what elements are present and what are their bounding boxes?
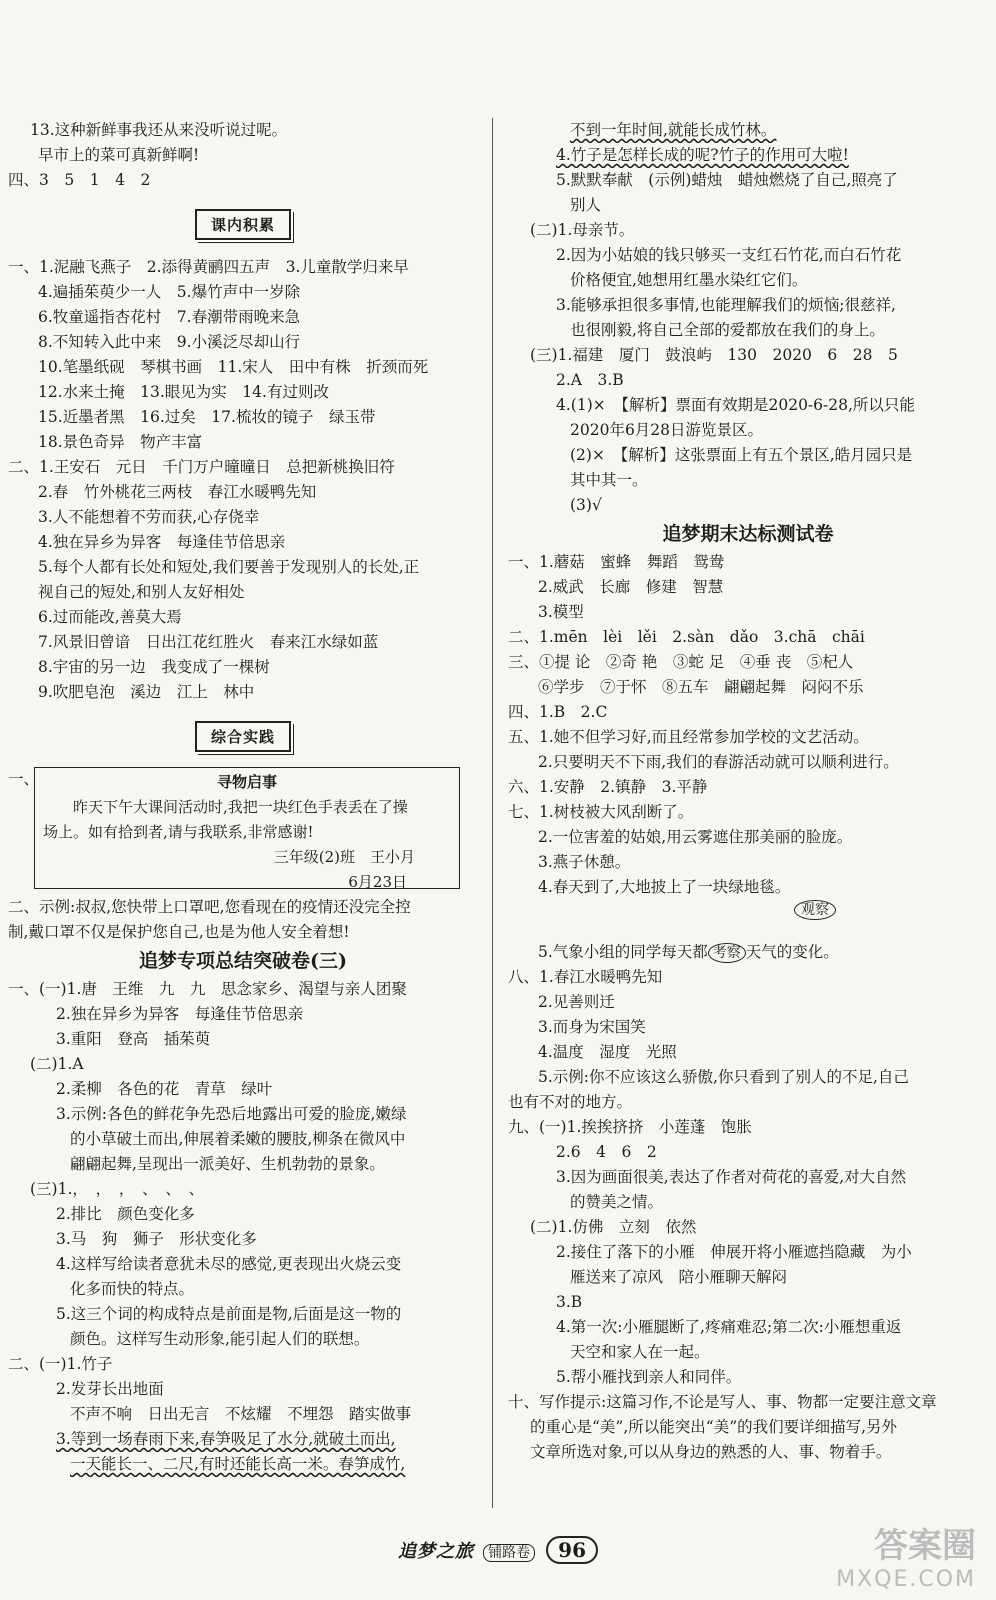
answer-line xyxy=(8,895,478,920)
answer-text: 一、1.泥融飞燕子 2.添得黄鹂四五声 3.儿童散学归来早 xyxy=(8,258,409,276)
page-number: 96 xyxy=(546,1536,598,1564)
answer-text: 十、写作提示:这篇习作,不论是写人、事、物都一定要注意文章 xyxy=(508,1393,937,1411)
correction-annotation xyxy=(508,900,988,940)
answer-text: 9.吹肥皂泡 溪边 江上 林中 xyxy=(38,683,255,701)
answer-line xyxy=(8,1402,478,1427)
answer-text: (二)1.母亲节。 xyxy=(530,221,635,239)
brand-logo: 追梦之旅 xyxy=(397,1541,474,1562)
answer-text: 3.人不能想着不劳而获,心存侥幸 xyxy=(38,508,260,526)
correction-label: 观察 xyxy=(794,900,836,920)
answer-line xyxy=(508,493,988,518)
answer-text: 七、1.树枝被大风刮断了。 xyxy=(508,803,694,821)
answer-text: 六、1.安静 2.镇静 3.平静 xyxy=(508,778,708,796)
answer-line xyxy=(508,243,988,268)
answer-text: 制,戴口罩不仅是保护您自己,也是为他人安全着想! xyxy=(8,923,350,941)
answer-line xyxy=(8,1052,478,1077)
watermark-text: 答案圈 xyxy=(874,1526,976,1566)
answer-line xyxy=(508,1440,988,1465)
answer-line xyxy=(8,1127,478,1152)
answer-line xyxy=(8,1102,478,1127)
answer-text: 2.威武 长廊 修建 智慧 xyxy=(538,578,724,596)
answer-line xyxy=(8,1427,478,1452)
answer-line xyxy=(8,1227,478,1252)
answer-line xyxy=(508,1190,988,1215)
answer-line xyxy=(8,118,478,143)
answer-text: 不声不响 日出无言 不炫耀 不埋怨 踏实做事 xyxy=(70,1405,412,1423)
answer-line xyxy=(508,990,988,1015)
answer-line xyxy=(8,255,478,280)
answer-text: 二、(一)1.竹子 xyxy=(8,1355,113,1373)
answer-text: 12.水来土掩 13.眼见为实 14.有过则改 xyxy=(38,383,329,401)
answer-text: 2.见善则迁 xyxy=(538,993,615,1011)
section-title: 课内积累 xyxy=(195,209,291,240)
notice-body: 场上。如有拾到者,请与我联系,非常感谢! xyxy=(43,823,314,841)
answer-text: 其中其一。 xyxy=(570,471,648,489)
answer-text: 一、1.蘑菇 蜜蜂 舞蹈 鸳鸯 xyxy=(508,553,725,571)
answer-text: 一天能长一、二尺,有时还能长高一米。春笋成竹, xyxy=(70,1455,406,1473)
answer-line xyxy=(8,920,478,945)
answer-line xyxy=(508,1115,988,1140)
answer-line xyxy=(8,1177,478,1202)
answer-line xyxy=(8,1152,478,1177)
answer-line xyxy=(8,655,478,680)
answer-line xyxy=(508,468,988,493)
answer-line xyxy=(508,1365,988,1390)
answer-line xyxy=(508,1290,988,1315)
answer-line xyxy=(508,118,988,143)
section-title-box xyxy=(8,705,478,767)
answer-text: 天气的变化。 xyxy=(745,943,839,961)
answer-line xyxy=(8,605,478,630)
answer-line xyxy=(8,1077,478,1102)
answer-line xyxy=(508,1340,988,1365)
notice-date: 6月23日 xyxy=(348,873,407,891)
answer-line xyxy=(508,1240,988,1265)
answer-text: 2.春 竹外桃花三两枝 春江水暖鸭先知 xyxy=(38,483,317,501)
answer-line xyxy=(508,1265,988,1290)
section-title-box xyxy=(8,193,478,255)
watermark xyxy=(836,1518,976,1592)
answer-text: (三)1.福建 厦门 鼓浪屿 130 2020 6 28 5 xyxy=(530,346,898,364)
answer-text: 视自己的短处,和别人友好相处 xyxy=(38,583,245,601)
answer-line xyxy=(508,725,988,750)
answer-line xyxy=(8,1277,478,1302)
right-column xyxy=(508,118,988,1465)
answer-line xyxy=(508,1165,988,1190)
answer-text: (三)1.， ， ， 、 、 、 xyxy=(30,1180,205,1198)
answer-line xyxy=(508,1415,988,1440)
notice-title: 寻物启事 xyxy=(216,773,277,791)
answer-line xyxy=(508,343,988,368)
answer-line xyxy=(508,965,988,990)
column-divider xyxy=(492,118,493,1508)
answer-text: 2.6 4 6 2 xyxy=(556,1143,657,1161)
answer-line xyxy=(508,875,988,900)
answer-line xyxy=(8,1452,478,1477)
answer-text: 18.景色奇异 物产丰富 xyxy=(38,433,203,451)
answer-line xyxy=(508,800,988,825)
answer-text: 早市上的菜可真新鲜啊! xyxy=(38,146,200,164)
answer-text: 3.马 狗 狮子 形状变化多 xyxy=(56,1230,257,1248)
answer-line xyxy=(508,368,988,393)
answer-text: 文章所选对象,可以从身边的熟悉的人、事、物着手。 xyxy=(530,1443,892,1461)
answer-line xyxy=(508,1140,988,1165)
lost-notice xyxy=(8,767,478,895)
answer-text: 6.过而能改,善莫大焉 xyxy=(38,608,182,626)
answer-line xyxy=(508,168,988,193)
exam-title: 追梦专项总结突破卷(三) xyxy=(139,950,347,972)
answer-line xyxy=(508,1090,988,1115)
answer-text: 2.发芽长出地面 xyxy=(56,1380,164,1398)
brand-sub: 铺路卷 xyxy=(483,1544,535,1562)
answer-line xyxy=(8,1302,478,1327)
notice-number: 一、 xyxy=(8,770,40,788)
answer-line xyxy=(508,143,988,168)
answer-text: 颜色。这样写生动形象,能引起人们的联想。 xyxy=(70,1330,370,1348)
answer-text: 7.风景旧曾谙 日出江花红胜火 春来江水绿如蓝 xyxy=(38,633,379,651)
answer-text: 3.B xyxy=(556,1293,583,1311)
answer-line xyxy=(8,505,478,530)
answer-line xyxy=(8,1352,478,1377)
answer-line xyxy=(8,355,478,380)
answer-text: 的重心是“美”,所以能突出“美”的我们要详细描写,另外 xyxy=(530,1418,898,1436)
answer-text: 6.牧童遥指杏花村 7.春潮带雨晚来急 xyxy=(38,308,301,326)
watermark-url: MXQE.COM xyxy=(836,1567,976,1592)
answer-line xyxy=(508,575,988,600)
answer-line xyxy=(508,193,988,218)
answer-text: 二、示例:叔叔,您快带上口罩吧,您看现在的疫情还没完全控 xyxy=(8,898,411,916)
answer-line xyxy=(8,430,478,455)
answer-text: 5.每个人都有长处和短处,我们要善于发现别人的长处,正 xyxy=(38,558,420,576)
answer-text: 13.这种新鲜事我还从来没听说过呢。 xyxy=(30,121,288,139)
answer-text: 三、①提 论 ②奇 艳 ③蛇 足 ④垂 丧 ⑤杞人 xyxy=(508,653,854,671)
answer-text: 九、(一)1.挨挨挤挤 小莲蓬 饱胀 xyxy=(508,1118,752,1136)
answer-line xyxy=(508,550,988,575)
answer-line xyxy=(508,775,988,800)
notice-body: 昨天下午大课间活动时,我把一块红色手表丢在了操 xyxy=(43,798,408,816)
answer-line xyxy=(508,675,988,700)
answer-text: 3.因为画面很美,表达了作者对荷花的喜爱,对大自然 xyxy=(556,1168,907,1186)
answer-text: 3.等到一场春雨下来,春笋吸足了水分,就破土而出, xyxy=(56,1430,396,1448)
answer-text: 4.这样写给读者意犹未尽的感觉,更表现出火烧云变 xyxy=(56,1255,402,1273)
answer-text: 4.(1)× 【解析】票面有效期是2020-6-28,所以只能 xyxy=(556,396,915,414)
answer-line xyxy=(8,1252,478,1277)
answer-line xyxy=(508,600,988,625)
answer-text: 的小草破土而出,伸展着柔嫩的腰肢,柳条在微风中 xyxy=(70,1130,406,1148)
answer-text: 八、1.春江水暖鸭先知 xyxy=(508,968,663,986)
answer-text: 二、1.王安石 元日 千门万户曈曈日 总把新桃换旧符 xyxy=(8,458,395,476)
answer-line xyxy=(8,1202,478,1227)
answer-line xyxy=(508,1015,988,1040)
answer-line xyxy=(8,480,478,505)
answer-line xyxy=(8,555,478,580)
answer-line xyxy=(508,700,988,725)
answer-text: 10.笔墨纸砚 琴棋书画 11.宋人 田中有株 折颈而死 xyxy=(38,358,429,376)
answer-text: (二)1.A xyxy=(30,1055,84,1073)
answer-text: 15.近墨者黑 16.过矣 17.梳妆的镜子 绿玉带 xyxy=(38,408,376,426)
answer-line xyxy=(508,1040,988,1065)
answer-line xyxy=(508,443,988,468)
answer-text: 4.第一次:小雁腿断了,疼痛难忍;第二次:小雁想重返 xyxy=(556,1318,902,1336)
answer-line xyxy=(8,455,478,480)
answer-text: 4.春天到了,大地披上了一块绿地毯。 xyxy=(538,878,791,896)
answer-line xyxy=(508,1390,988,1415)
answer-line xyxy=(508,1065,988,1090)
circled-word: 考察 xyxy=(708,943,746,963)
notice-box xyxy=(34,767,460,889)
answer-text: 5.气象小组的同学每天都 xyxy=(538,943,708,961)
answer-text: 4.竹子是怎样长成的呢?竹子的作用可大啦! xyxy=(556,146,849,164)
answer-line xyxy=(8,168,478,193)
answer-text: 别人 xyxy=(570,196,602,214)
answer-line xyxy=(8,1027,478,1052)
answer-line xyxy=(8,1002,478,1027)
answer-line xyxy=(508,268,988,293)
answer-line xyxy=(508,293,988,318)
answer-text: 2.独在异乡为异客 每逢佳节倍思亲 xyxy=(56,1005,304,1023)
answer-line xyxy=(8,1327,478,1352)
answer-line xyxy=(8,1377,478,1402)
answer-line xyxy=(508,850,988,875)
answer-text: 5.默默奉献 (示例)蜡烛 蜡烛燃烧了自己,照亮了 xyxy=(556,171,898,189)
answer-line xyxy=(508,1315,988,1340)
answer-text: 4.遍插茱萸少一人 5.爆竹声中一岁除 xyxy=(38,283,301,301)
answer-text: 2.一位害羞的姑娘,用云雾遮住那美丽的脸庞。 xyxy=(538,828,853,846)
answer-line xyxy=(8,405,478,430)
answer-text: 一、(一)1.唐 王维 九 九 思念家乡、渴望与亲人团聚 xyxy=(8,980,407,998)
answer-text: 2.接住了落下的小雁 伸展开将小雁遮挡隐藏 为小 xyxy=(556,1243,912,1261)
answer-text: 4.温度 湿度 光照 xyxy=(538,1043,677,1061)
answer-text: 5.这三个词的构成特点是前面是物,后面是这一物的 xyxy=(56,1305,402,1323)
answer-text: 2.因为小姑娘的钱只够买一支红石竹花,而白石竹花 xyxy=(556,246,902,264)
answer-text: 也有不对的地方。 xyxy=(508,1093,633,1111)
answer-line xyxy=(508,940,988,965)
answer-text: 3.模型 xyxy=(538,603,584,621)
answer-text: 四、1.B 2.C xyxy=(508,703,608,721)
answer-line xyxy=(508,1215,988,1240)
answer-line xyxy=(8,143,478,168)
answer-text: 3.燕子休憩。 xyxy=(538,853,631,871)
answer-text: (2)× 【解析】这张票面上有五个景区,皓月园只是 xyxy=(570,446,913,464)
answer-text: 5.示例:你不应该这么骄傲,你只看到了别人的不足,自己 xyxy=(538,1068,909,1086)
answer-text: 8.宇宙的另一边 我变成了一棵树 xyxy=(38,658,270,676)
answer-line xyxy=(508,418,988,443)
answer-text: 二、1.mēn lèi lěi 2.sàn dǎo 3.chā chāi xyxy=(508,628,865,646)
answer-line xyxy=(8,680,478,705)
answer-text: 8.不知转入此中来 9.小溪泛尽却山行 xyxy=(38,333,301,351)
answer-text: 3.示例:各色的鲜花争先恐后地露出可爱的脸庞,嫩绿 xyxy=(56,1105,407,1123)
answer-line xyxy=(8,977,478,1002)
answer-text: 天空和家人在一起。 xyxy=(570,1343,710,1361)
answer-text: 2.只要明天不下雨,我们的春游活动就可以顺利进行。 xyxy=(538,753,899,771)
notice-sign: 三年级(2)班 王小月 xyxy=(273,848,415,866)
answer-line xyxy=(508,625,988,650)
answer-text: 四、3 5 1 4 2 xyxy=(8,171,151,189)
answer-line xyxy=(8,330,478,355)
answer-text: (二)1.仿佛 立刻 依然 xyxy=(530,1218,697,1236)
answer-text: 的赞美之情。 xyxy=(570,1193,664,1211)
answer-text: 翩翩起舞,呈现出一派美好、生机勃勃的景象。 xyxy=(70,1155,385,1173)
answer-line xyxy=(8,530,478,555)
answer-text: 3.重阳 登高 插茱萸 xyxy=(56,1030,211,1048)
answer-line xyxy=(508,318,988,343)
answer-text: 2.A 3.B xyxy=(556,371,624,389)
answer-text: 雁送来了凉风 陪小雁聊天解闷 xyxy=(570,1268,788,1286)
answer-line xyxy=(508,393,988,418)
answer-text: ⑥学步 ⑦于怀 ⑧五车 翩翩起舞 闷闷不乐 xyxy=(538,678,864,696)
answer-line xyxy=(508,750,988,775)
answer-text: 五、1.她不但学习好,而且经常参加学校的文艺活动。 xyxy=(508,728,869,746)
answer-line xyxy=(8,580,478,605)
answer-text: 3.而身为宋国笑 xyxy=(538,1018,646,1036)
answer-text: 化多而快的特点。 xyxy=(70,1280,195,1298)
answer-line xyxy=(8,630,478,655)
answer-line xyxy=(8,380,478,405)
answer-text: 4.独在异乡为异客 每逢佳节倍思亲 xyxy=(38,533,286,551)
section-title: 综合实践 xyxy=(195,721,291,752)
answer-text: 也很刚毅,将自己全部的爱都放在我们的身上。 xyxy=(570,321,885,339)
answer-text: (3)√ xyxy=(570,496,602,514)
answer-line xyxy=(8,280,478,305)
answer-text: 2.排比 颜色变化多 xyxy=(56,1205,195,1223)
answer-text: 2.柔柳 各色的花 青草 绿叶 xyxy=(56,1080,273,1098)
answer-text: 3.能够承担很多事情,也能理解我们的烦恼;很慈祥, xyxy=(556,296,896,314)
answer-line xyxy=(508,825,988,850)
answer-line xyxy=(508,218,988,243)
answer-line xyxy=(8,305,478,330)
answer-text: 5.帮小雁找到亲人和同伴。 xyxy=(556,1368,742,1386)
exam-title: 追梦期末达标测试卷 xyxy=(662,523,834,545)
answer-text: 不到一年时间,就能长成竹林。 xyxy=(570,121,777,139)
left-column xyxy=(8,118,478,1477)
answer-line xyxy=(508,650,988,675)
answer-text: 2020年6月28日游览景区。 xyxy=(570,421,764,439)
answer-text: 价格便宜,她想用红墨水染红它们。 xyxy=(570,271,808,289)
